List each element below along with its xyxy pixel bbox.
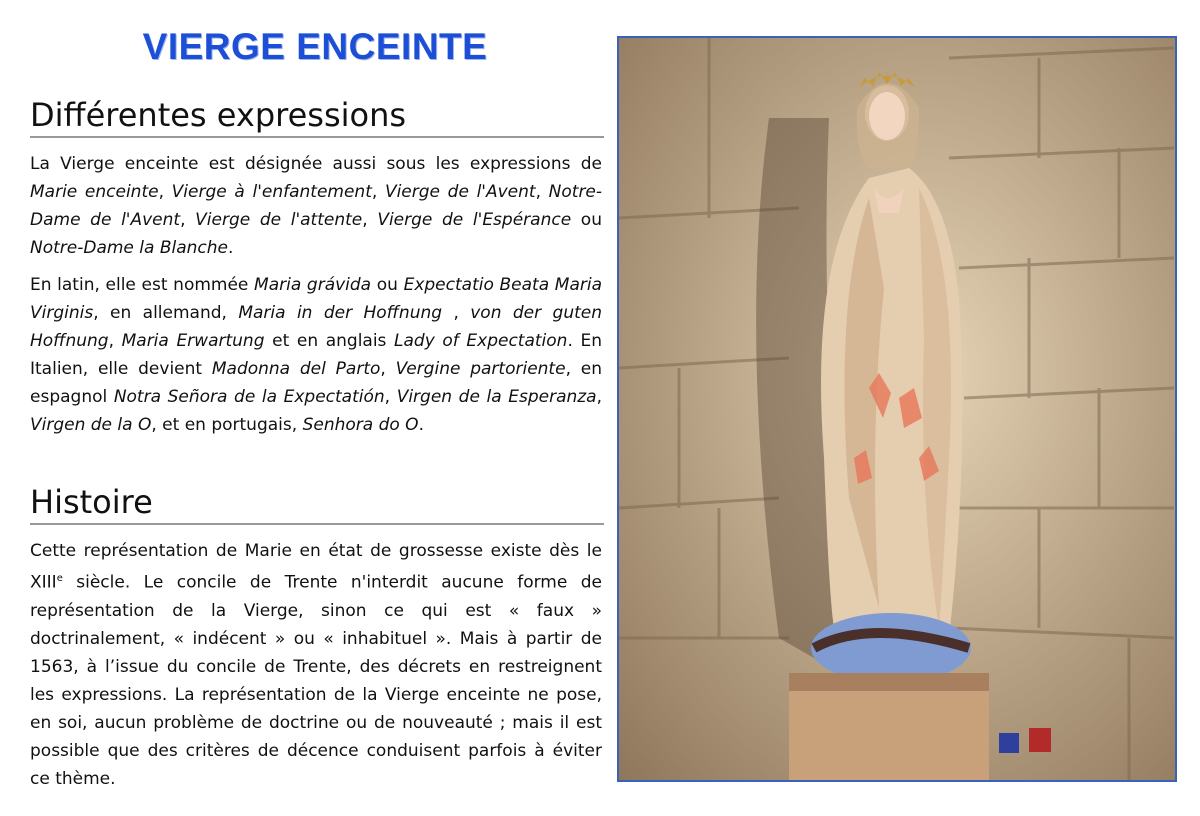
text-run: ,: [180, 210, 196, 230]
text-run: Marie enceinte: [30, 182, 159, 202]
virgin-statue-image: [619, 38, 1175, 780]
text-run: Senhora do O: [302, 415, 419, 435]
text-run: Expectatio Beata Maria Virginis: [30, 275, 603, 323]
text-run: Virgen de la Esperanza: [396, 387, 597, 407]
text-run: Lady of Expectation: [394, 331, 568, 351]
text-run: Maria grávida: [254, 275, 372, 295]
text-run: En latin, elle est nommée: [30, 275, 255, 295]
text-run: Vierge à l'enfantement: [171, 182, 372, 202]
section-heading-histoire: Histoire: [30, 483, 604, 525]
text-run: ,: [371, 182, 385, 202]
section-heading-expressions: Différentes expressions: [30, 96, 604, 138]
text-run: Cette représentation de Marie en état de grossesse existe dès le XIII: [30, 541, 602, 593]
paragraph-expressions-1: [30, 150, 602, 262]
text-run: Maria in der Hoffnung: [238, 303, 443, 323]
text-run: ,: [535, 182, 549, 202]
text-run: e: [56, 573, 63, 584]
text-run: Vierge de l'Espérance: [377, 210, 572, 230]
text-run: ,: [362, 210, 378, 230]
text-run: Madonna del Parto: [211, 359, 381, 379]
paragraph-histoire: [30, 537, 602, 793]
text-run: ,: [442, 303, 471, 323]
text-run: siècle. Le concile de Trente n'interdit aucune forme de représentation de la Vierge, sinon ce qui est « faux » doctrinalement, « indécent » ou « inhabituel ». Mais à partir de 1563, à l’issue du concile de Trente, des décrets en restreignent les expressions. La représentation de la Vierge enceinte ne pose, en soi, aucun problème de doctrine ou de nouveauté ; mais il est possible que des critères de décence conduisent parfois à éviter ce thème.: [30, 572, 602, 789]
text-run: Notra Señora de la Expectatión: [113, 387, 385, 407]
text-run: , et en portugais,: [151, 415, 303, 435]
text-run: . En Italien, elle devient: [30, 331, 603, 379]
text-run: .: [418, 415, 424, 435]
text-run: Maria Erwartung: [121, 331, 265, 351]
text-run: ,: [596, 387, 603, 407]
text-run: Vierge de l'attente: [195, 210, 363, 230]
text-run: ,: [108, 331, 122, 351]
paragraph-expressions-2: [30, 271, 602, 439]
statue-photo: [617, 36, 1177, 782]
text-run: Notre-Dame de l'Avent: [30, 182, 603, 230]
text-run: .: [228, 238, 234, 258]
text-run: Vierge de l'Avent: [384, 182, 536, 202]
text-run: , en allemand,: [93, 303, 239, 323]
text-run: ,: [384, 387, 397, 407]
text-run: ou: [371, 275, 404, 295]
text-run: ,: [158, 182, 172, 202]
text-run: ,: [380, 359, 396, 379]
text-run: Virgen de la O: [30, 415, 152, 435]
text-run: , en espagnol: [30, 359, 602, 407]
text-run: ou: [571, 210, 602, 230]
page-title: VIERGE ENCEINTE: [142, 26, 488, 67]
text-run: Notre-Dame la Blanche: [30, 238, 228, 258]
text-run: von der guten Hoffnung: [30, 303, 602, 351]
text-run: et en anglais: [264, 331, 395, 351]
text-run: La Vierge enceinte est désignée aussi sous les expressions de: [30, 154, 602, 174]
text-run: Vergine partoriente: [395, 359, 566, 379]
